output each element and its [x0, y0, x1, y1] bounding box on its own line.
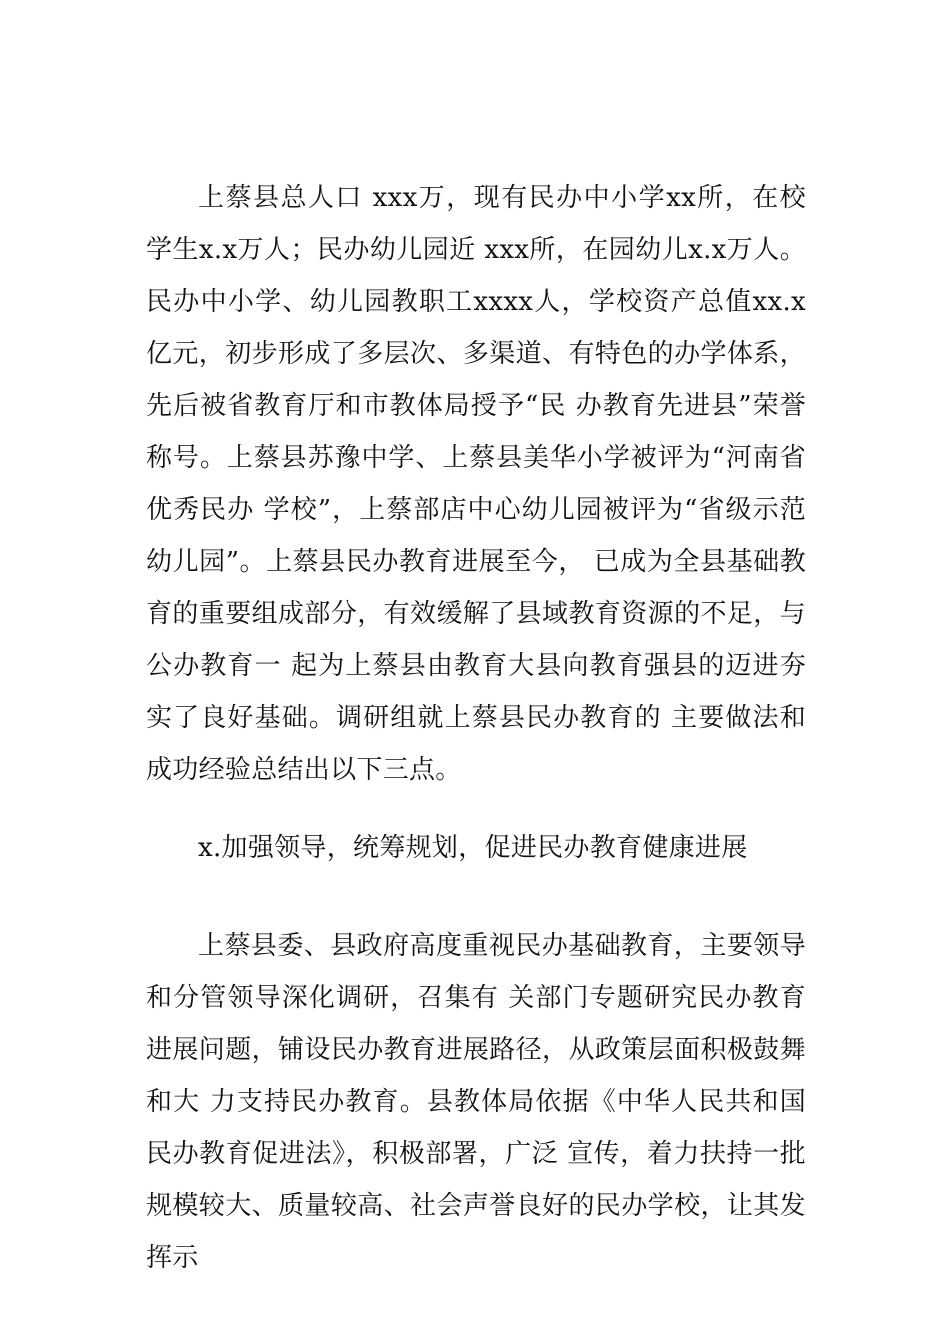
- body-paragraph-overview: 上蔡县总人口 xxx万，现有民办中小学xx所，在校学生x.x万人；民办幼儿园近 xxx所，在园幼儿x.x万人。民办中小学、幼儿园教职工xxxx人，学校资产总值xx.x亿元，初步形成了多层次、多渠道、有特色的办学体系，先后被省教育厅和市教体局授予“民 办教育先进县”荣誉称号。上蔡县苏豫中学、上蔡县美华小学被评为“河南省优秀民办 学校”，上蔡部店中心幼儿园被评为“省级示范幼儿园”。上蔡县民办教育进展至今， 已成为全县基础教育的重要组成部分，有效缓解了县域教育资源的不足，与公办教育一 起为上蔡县由教育大县向教育强县的迈进夯实了良好基础。调研组就上蔡县民办教育的 主要做法和成功经验总结出以下三点。: [146, 183, 806, 785]
- body-paragraph-leadership: 上蔡县委、县政府高度重视民办基础教育，主要领导和分管领导深化调研，召集有 关部门专题研究民办教育进展问题，铺设民办教育进展路径，从政策层面积极鼓舞和大 力支持民办教育。县教体局依据《中华人民共和国民办教育促进法》，积极部署，广泛 宣传，着力扶持一批规模较大、质量较高、社会声誉良好的民办学校，让其发挥示: [146, 931, 806, 1273]
- section-heading-leadership: x.加强领导，统筹规划，促进民办教育健康进展: [198, 833, 748, 863]
